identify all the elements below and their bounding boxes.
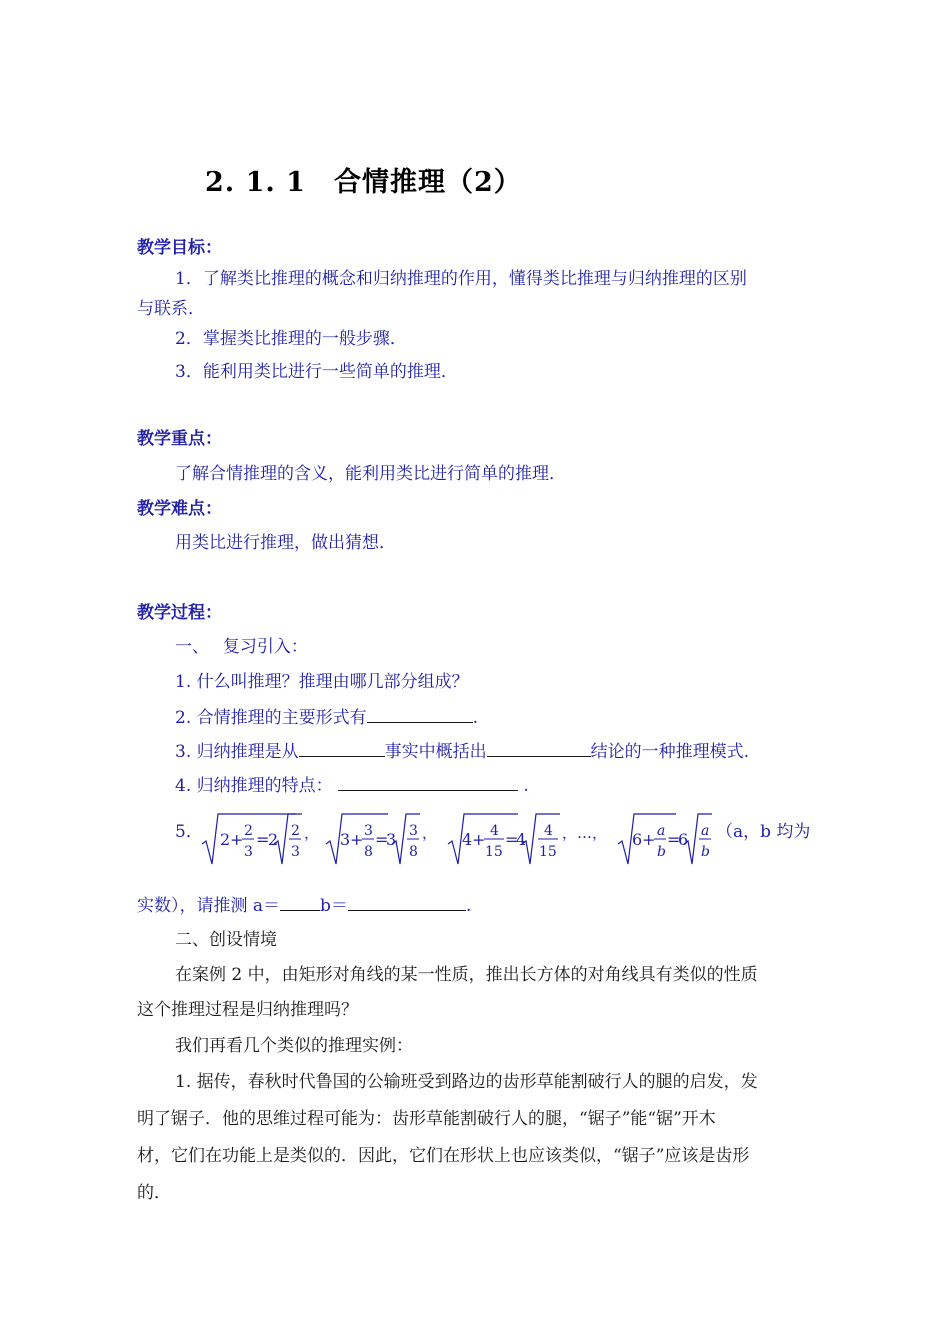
radical-expression-1 (202, 814, 319, 864)
question-3-text-c: 结论的一种推理模式. (590, 742, 750, 762)
svg-text:=: = (375, 830, 389, 849)
svg-text:+: + (472, 830, 486, 849)
question-5-formula (198, 808, 728, 870)
section-review: 一、 复习引入： (175, 637, 308, 657)
svg-text:a: a (657, 823, 666, 839)
svg-text:=: = (256, 830, 270, 849)
svg-text:15: 15 (539, 844, 557, 860)
svg-text:4: 4 (462, 830, 473, 849)
radical-expression-2 (326, 814, 437, 864)
example-1-line-2: 明了锯子．他的思维过程可能为：齿形草能割破行人的腿，“锯子”能“锯”开木 (137, 1109, 716, 1129)
question-3-blank-2[interactable] (487, 738, 591, 757)
svg-text:6: 6 (632, 830, 643, 849)
paragraph-1-line-1: 在案例 2 中，由矩形对角线的某一性质，推出长方体的对角线具有类似的性质 (175, 965, 758, 985)
svg-text:a: a (701, 823, 710, 839)
svg-text:，: ， (304, 824, 320, 842)
objective-1-line-1: 1．了解类比推理的概念和归纳推理的作用，懂得类比推理与归纳推理的区别 (175, 269, 747, 289)
svg-text:3: 3 (409, 823, 418, 839)
svg-text:4: 4 (544, 823, 553, 839)
question-3-text-b: 事实中概括出 (384, 742, 487, 762)
svg-text:2: 2 (268, 830, 279, 849)
question-3 (175, 738, 749, 764)
svg-text:，…，: ，…， (562, 824, 608, 842)
question-2-text: 2. 合情推理的主要形式有 (175, 708, 367, 728)
question-5-line-2 (137, 892, 471, 918)
example-1-line-3: 材，它们在功能上是类似的．因此，它们在形状上也应该类似，“锯子”应该是齿形 (137, 1146, 750, 1166)
key-points-heading: 教学重点： (137, 429, 222, 449)
answer-a-blank[interactable] (280, 892, 320, 911)
objectives-heading: 教学目标： (137, 238, 222, 258)
svg-text:3: 3 (291, 844, 300, 860)
radical-expression-4 (618, 814, 712, 864)
radical-expression-3 (448, 814, 607, 864)
svg-text:=: = (505, 830, 519, 849)
svg-text:2: 2 (220, 830, 231, 849)
question-5-tail: （a，b 均为 (716, 822, 811, 842)
svg-text:b: b (657, 844, 666, 860)
svg-text:=: = (667, 830, 681, 849)
svg-text:3: 3 (386, 830, 397, 849)
svg-text:6: 6 (678, 830, 689, 849)
question-5-guess-a-label: 实数），请推测 a＝ (137, 896, 281, 916)
question-5-guess-b-label: b＝ (320, 896, 348, 916)
objective-3: 3．能利用类比进行一些简单的推理． (175, 362, 458, 382)
question-4-text: 4. 归纳推理的特点： (175, 776, 333, 796)
process-heading: 教学过程： (137, 603, 222, 623)
question-1: 1. 什么叫推理？推理由哪几部分组成？ (175, 672, 469, 692)
question-2-blank[interactable] (367, 704, 473, 723)
page-title: 2. 1. 1 合情推理（2） (205, 167, 522, 198)
svg-text:+: + (230, 830, 244, 849)
difficulties-text: 用类比进行推理，做出猜想． (175, 533, 396, 553)
question-4 (175, 772, 529, 798)
svg-text:，: ， (422, 824, 438, 842)
svg-text:8: 8 (364, 844, 373, 860)
question-2 (175, 704, 478, 730)
svg-text:4: 4 (516, 830, 527, 849)
question-2-period: . (472, 708, 479, 728)
question-3-text-a: 3. 归纳推理是从 (175, 742, 299, 762)
example-1-line-1: 1. 据传，春秋时代鲁国的公输班受到路边的齿形草能割破行人的腿的启发，发 (175, 1072, 758, 1092)
svg-text:2: 2 (244, 823, 253, 839)
svg-text:15: 15 (485, 844, 503, 860)
svg-text:8: 8 (409, 844, 418, 860)
paragraph-1-line-2: 这个推理过程是归纳推理吗？ (137, 1000, 358, 1020)
objective-2: 2．掌握类比推理的一般步骤． (175, 329, 407, 349)
question-5-period: . (465, 896, 472, 916)
question-4-blank[interactable] (338, 772, 518, 791)
svg-text:3: 3 (244, 844, 253, 860)
difficulties-heading: 教学难点： (137, 499, 222, 519)
svg-text:+: + (350, 830, 364, 849)
section-scenario: 二、创设情境 (175, 930, 277, 950)
objective-1-line-2: 与联系． (137, 299, 205, 319)
question-5-number: 5． (175, 822, 203, 842)
svg-text:+: + (642, 830, 656, 849)
svg-text:4: 4 (490, 823, 499, 839)
svg-text:3: 3 (340, 830, 351, 849)
example-1-line-4: 的． (137, 1183, 171, 1203)
svg-text:2: 2 (291, 823, 300, 839)
question-3-blank-1[interactable] (299, 738, 385, 757)
key-points-text: 了解合情推理的含义，能利用类比进行简单的推理． (175, 464, 566, 484)
paragraph-2: 我们再看几个类似的推理实例： (175, 1036, 413, 1056)
question-4-period: . (518, 776, 529, 796)
svg-text:b: b (701, 844, 710, 860)
svg-text:3: 3 (364, 823, 373, 839)
answer-b-blank[interactable] (348, 892, 466, 911)
